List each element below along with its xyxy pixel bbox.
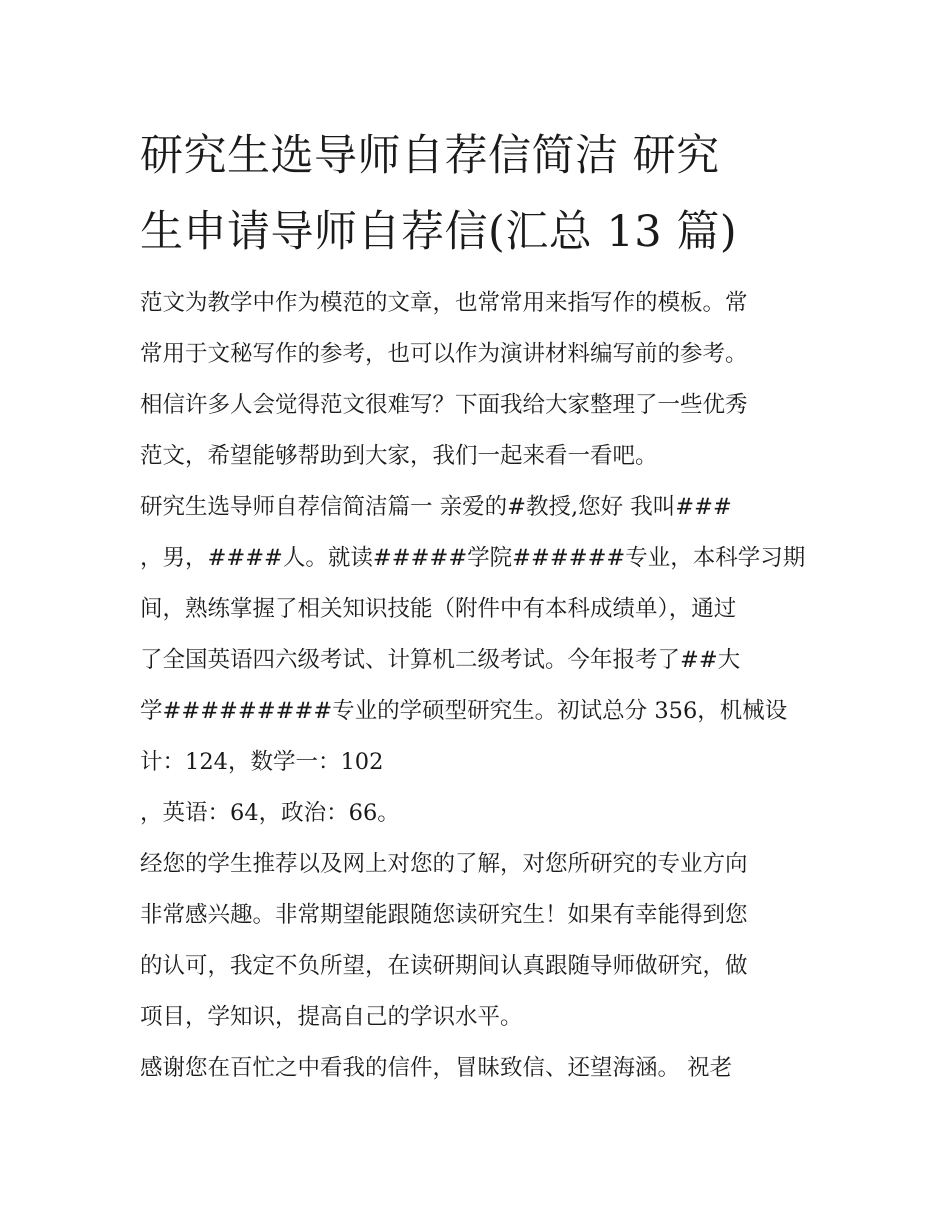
text-line: 范文，希望能够帮助到大家，我们一起来看一看吧。 (140, 443, 658, 469)
text-line: ，男，####人。就读#####学院######专业，本科学习期 (140, 545, 806, 571)
title-line: 研究生选导师自荐信简洁 研究 (140, 131, 720, 181)
text-line: ，英语：64，政治：66。 (140, 800, 400, 826)
document-body (140, 278, 820, 1094)
document-page (140, 118, 820, 1094)
text-line: 经您的学生推荐以及网上对您的了解，对您所研究的专业方向 (140, 851, 748, 877)
text-line: 项目，学知识，提高自己的学识水平。 (140, 1004, 523, 1030)
text-line: 研究生选导师自荐信简洁篇一 亲爱的#教授,您好 我叫### (140, 494, 732, 520)
text-line: 感谢您在百忙之中看我的信件，冒昧致信、还望海涵。 祝老 (140, 1055, 733, 1081)
intro-paragraph (140, 278, 820, 482)
text-line: 的认可，我定不负所望，在读研期间认真跟随导师做研究，做 (140, 953, 748, 979)
letter-paragraph-1 (140, 482, 820, 839)
document-title (140, 118, 820, 270)
title-line: 生申请导师自荐信(汇总 13 篇) (140, 207, 738, 257)
text-line: 间，熟练掌握了相关知识技能（附件中有本科成绩单），通过 (140, 596, 737, 622)
text-line: 非常感兴趣。非常期望能跟随您读研究生！如果有幸能得到您 (140, 902, 748, 928)
text-line: 了全国英语四六级考试、计算机二级考试。今年报考了##大 (140, 647, 741, 673)
text-line: 范文为教学中作为模范的文章，也常常用来指写作的模板。常 (140, 290, 748, 316)
text-line: 计：124，数学一：102 (140, 749, 384, 775)
text-line: 相信许多人会觉得范文很难写？下面我给大家整理了一些优秀 (140, 392, 748, 418)
text-line: 学#########专业的学硕型研究生。初试总分 356，机械设 (140, 698, 788, 724)
letter-paragraph-3 (140, 1043, 820, 1094)
text-line: 常用于文秘写作的参考，也可以作为演讲材料编写前的参考。 (140, 341, 748, 367)
letter-paragraph-2 (140, 839, 820, 1043)
